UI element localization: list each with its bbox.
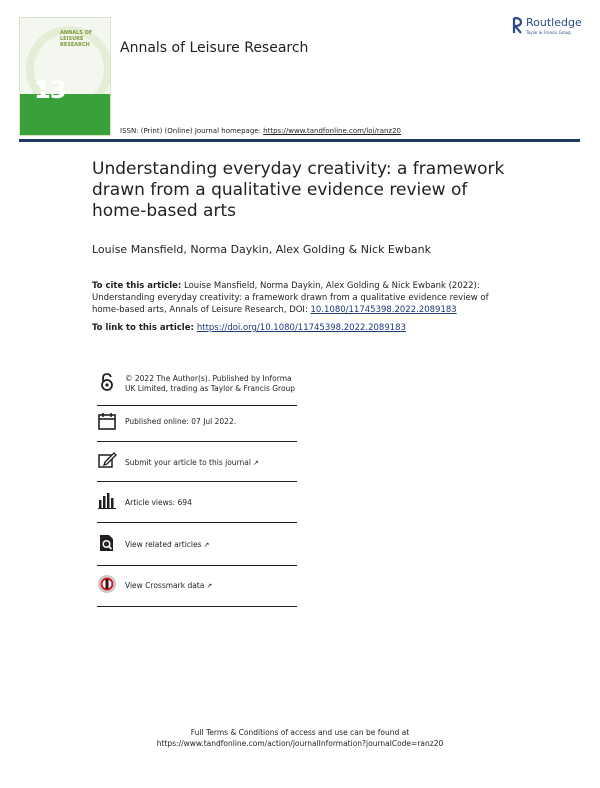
separator xyxy=(97,441,297,442)
journal-cover-image xyxy=(19,17,111,136)
external-link-icon: ↗ xyxy=(252,459,259,467)
publisher-name: Routledge xyxy=(526,16,582,29)
article-authors: Louise Mansfield, Norma Daykin, Alex Golding & Nick Ewbank xyxy=(92,243,431,256)
separator xyxy=(97,565,297,566)
publisher-tagline: Taylor & Francis Group xyxy=(526,30,571,35)
issn-label: ISSN: (Print) (Online) Journal homepage: xyxy=(120,127,264,135)
separator xyxy=(97,481,297,482)
separator xyxy=(97,405,297,406)
calendar-icon xyxy=(97,411,117,431)
external-link-icon: ↗ xyxy=(206,582,213,590)
header-rule xyxy=(19,139,580,142)
article-link-line xyxy=(92,323,406,333)
doi-link[interactable]: 10.1080/11745398.2022.2089183 xyxy=(310,305,457,315)
footer xyxy=(0,727,600,749)
published-date: Published online: 07 Jul 2022. xyxy=(125,417,237,426)
footer-terms-link[interactable]: https://www.tandfonline.com/action/journalInformation?journalCode=ranz20 xyxy=(156,739,444,748)
crossmark-link[interactable]: View Crossmark data xyxy=(125,581,205,590)
document-search-icon xyxy=(97,533,117,553)
article-views: Article views: 694 xyxy=(125,498,192,507)
external-link-icon: ↗ xyxy=(203,541,210,549)
journal-homepage-link[interactable]: https://www.tandfonline.com/loi/ranz20 xyxy=(263,127,402,135)
bar-chart-icon xyxy=(97,490,117,510)
cover-volume: 13 xyxy=(34,76,66,104)
link-label: To link to this article: xyxy=(92,323,197,333)
separator xyxy=(97,606,297,607)
article-doi-url-link[interactable]: https://doi.org/10.1080/11745398.2022.2089183 xyxy=(196,323,406,333)
cover-title: ANNALS OF LEISURE RESEARCH xyxy=(60,30,93,48)
cite-label: To cite this article: xyxy=(92,281,182,291)
footer-terms-text: Full Terms & Conditions of access and use can be found at xyxy=(190,728,410,737)
issn-line xyxy=(120,127,401,135)
journal-name: Annals of Leisure Research xyxy=(120,40,309,56)
citation-block xyxy=(92,280,512,316)
open-access-icon xyxy=(97,372,117,392)
routledge-logo-icon xyxy=(512,17,523,34)
submit-link[interactable]: Submit your article to this journal xyxy=(125,458,251,467)
copyright-text: © 2022 The Author(s). Published by Informa UK Limited, trading as Taylor & Francis Group xyxy=(125,374,296,393)
crossmark-icon xyxy=(97,574,117,594)
related-articles-link[interactable]: View related articles xyxy=(125,540,202,549)
article-title: Understanding everyday creativity: a framework drawn from a qualitative evidence review of home-based arts xyxy=(92,159,505,221)
cite-text: Louise Mansfield, Norma Daykin, Alex Golding & Nick Ewbank (2022): Understanding everyday creativity: a framework drawn from a qualitative evidence review of home-based arts, Annals of Leisure Research, DOI: xyxy=(92,281,489,315)
separator xyxy=(97,522,297,523)
edit-icon xyxy=(97,450,117,470)
